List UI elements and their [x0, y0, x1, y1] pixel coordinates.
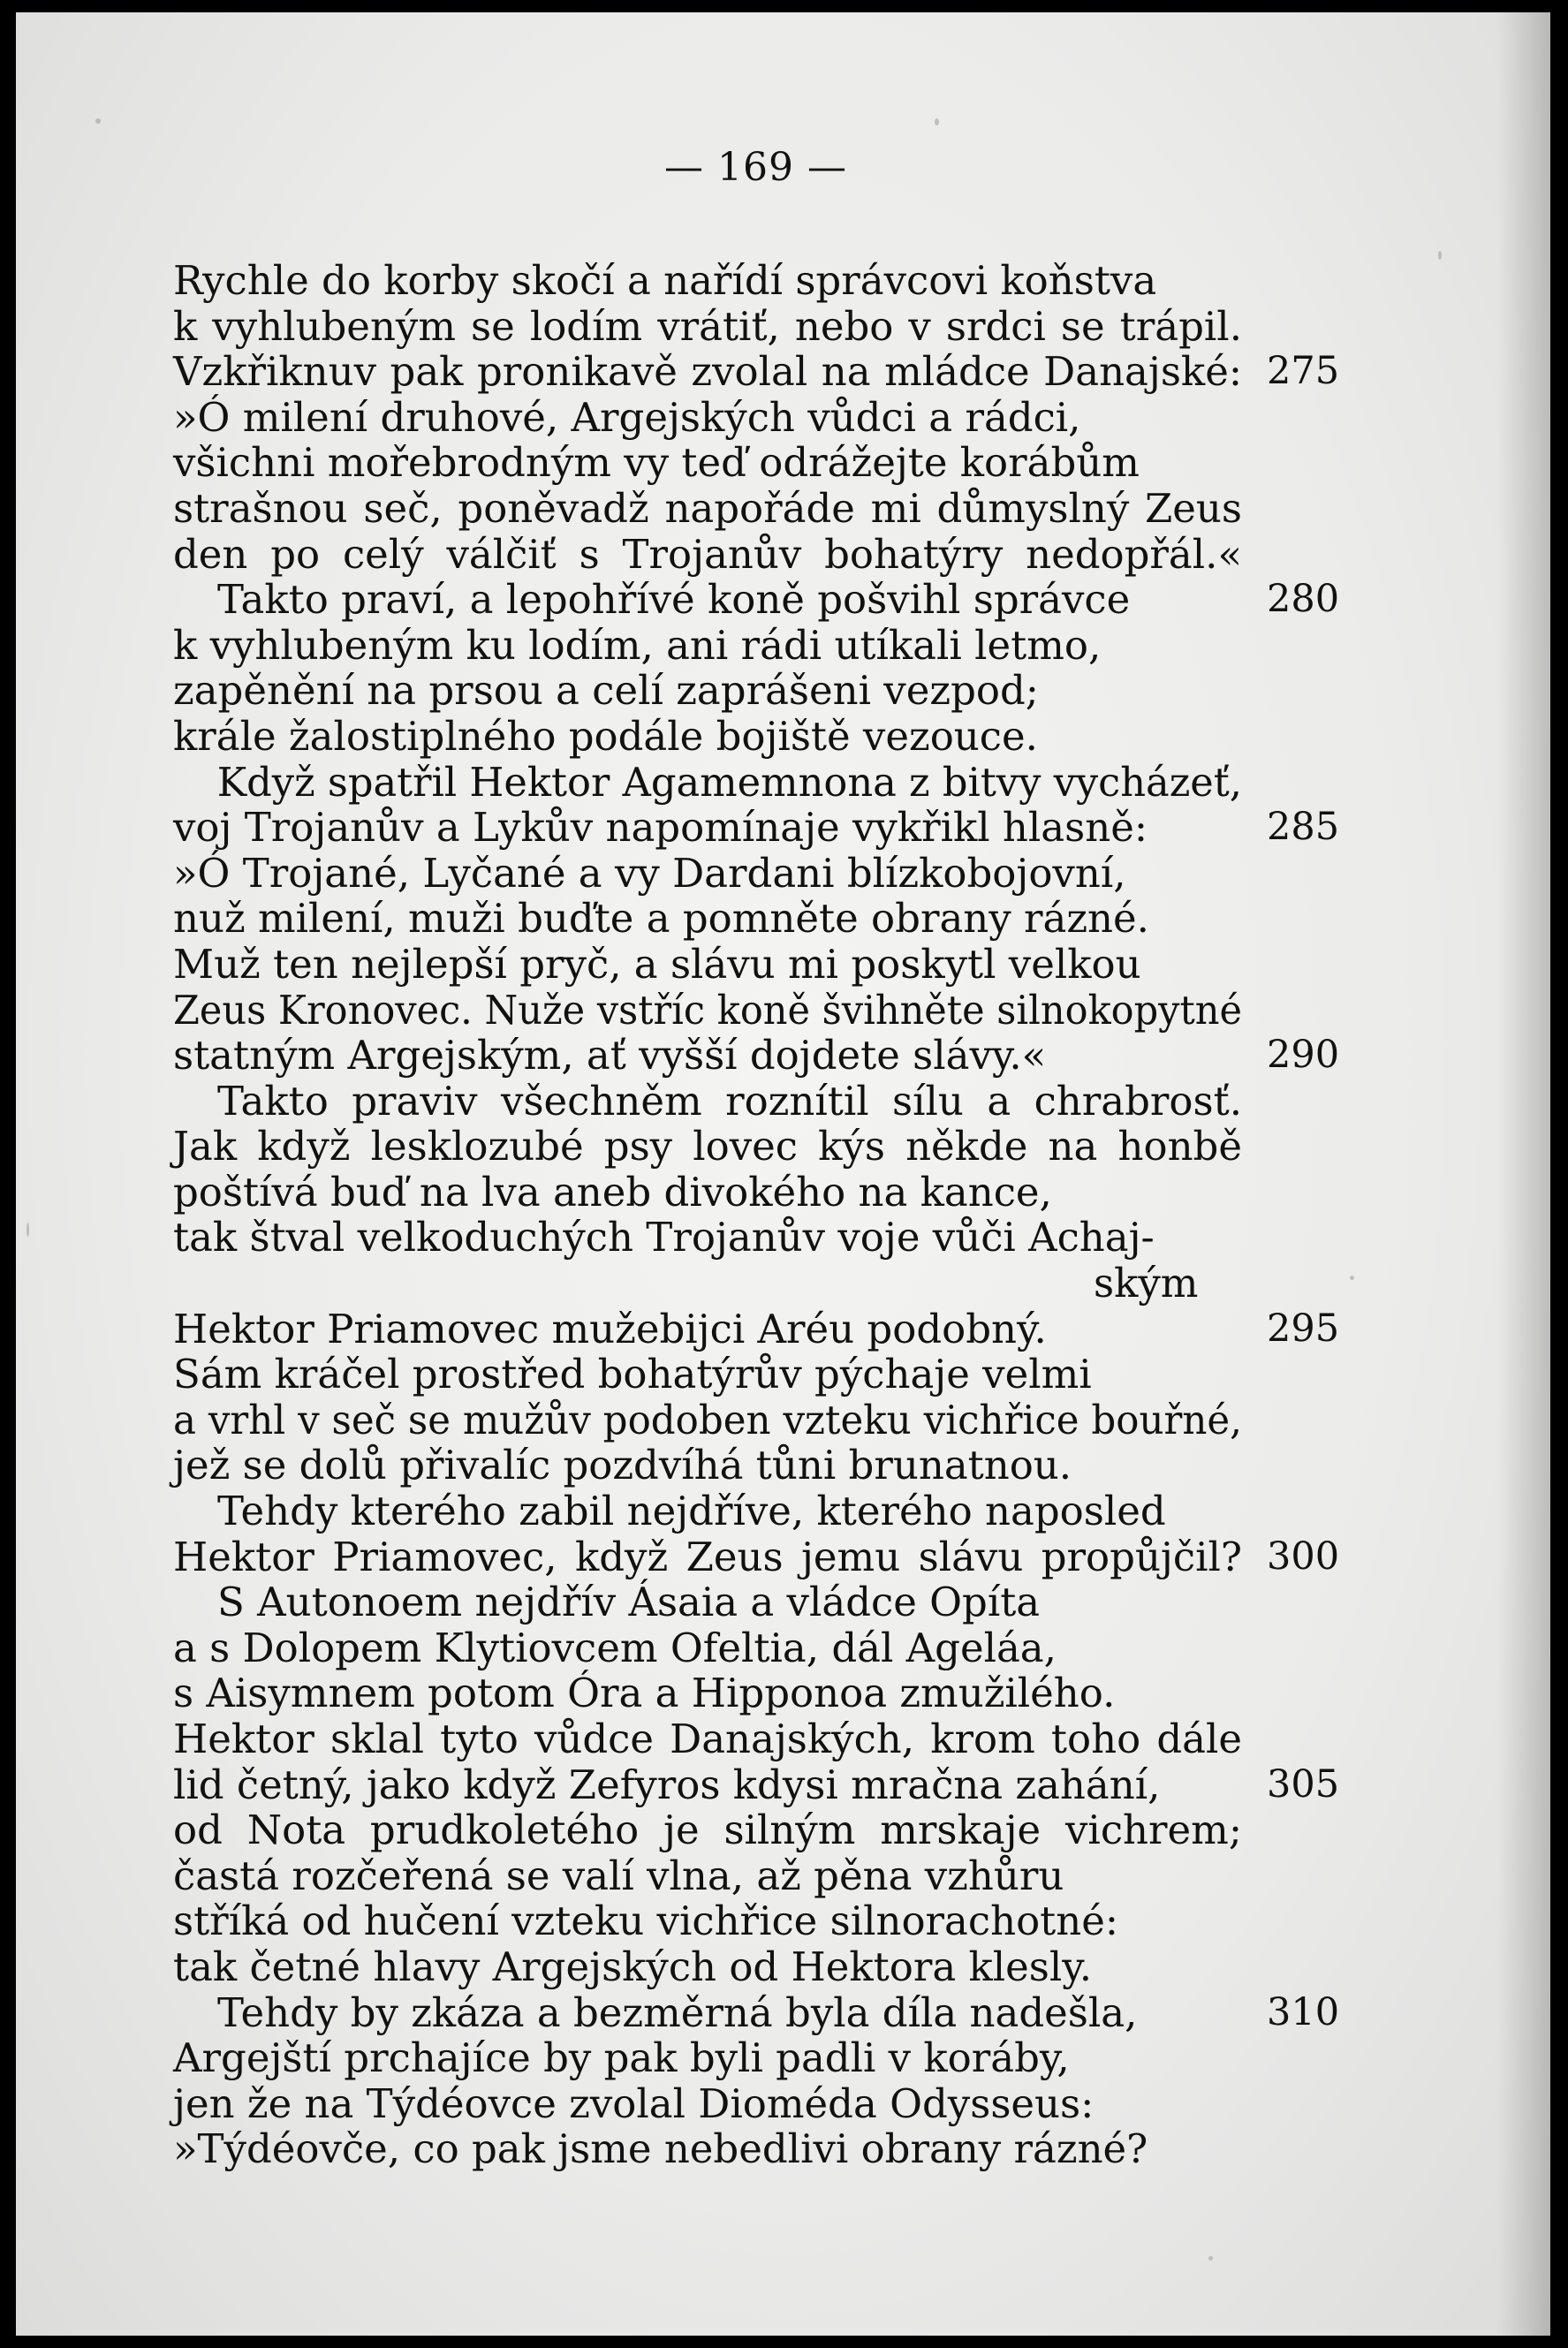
verse-text: voj Trojanův a Lykův napomínaje vykřikl hlasně:: [173, 804, 1148, 852]
verse-line: [173, 258, 1357, 304]
verse-text: »Ó milení druhové, Argejských vůdci a rádci,: [173, 393, 1081, 441]
verse-line: [173, 304, 1357, 350]
verse-line: [173, 1670, 1357, 1716]
verse-text: den po celý válčiť s Trojanův bohatýry nedopřál.«: [173, 530, 1242, 578]
line-number: 290: [1267, 1033, 1340, 1078]
verse-text: Sám kráčel prostřed bohatýrův pýchaje velmi: [173, 1351, 1092, 1398]
verse-line: [173, 1443, 1357, 1488]
verse-text: a s Dolopem Klytiovcem Ofeltia, dál Ageláa,: [173, 1624, 1057, 1671]
verse-line: [173, 1261, 1357, 1307]
line-number: 275: [1267, 349, 1340, 394]
verse-line: [173, 532, 1357, 578]
verse-text: Tehdy kterého zabil nejdříve, kterého naposled: [217, 1488, 1166, 1535]
paper-speck: [27, 1223, 29, 1237]
verse-line: [173, 2035, 1357, 2081]
verse-text: S Autonoem nejdřív Ásaia a vládce Opíta: [217, 1579, 1041, 1626]
line-number: 305: [1267, 1761, 1340, 1806]
verse-text: Když spatřil Hektor Agamemnona z bitvy vycházeť,: [216, 758, 1242, 806]
verse-text: k vyhlubeným se lodím vrátiť, nebo v srdci se trápil.: [173, 302, 1242, 350]
verse-text: tak četné hlavy Argejských od Hektora klesly.: [173, 1943, 1093, 1990]
verse-text: Tehdy by zkáza a bezměrná byla díla nadešla,: [217, 1988, 1138, 2036]
line-number: 310: [1267, 1989, 1340, 2034]
verse-line: [173, 623, 1357, 669]
verse-text: častá rozčeřená se valí vlna, až pěna vzhůru: [173, 1852, 1064, 1899]
verse-line: [173, 896, 1357, 942]
verse-line: [173, 942, 1357, 988]
verse-line: [173, 1898, 1357, 1944]
paper-speck: [95, 118, 101, 124]
verse-text: Hektor Priamovec mužebijci Aréu podobný.: [173, 1305, 1047, 1352]
verse-text: strašnou seč, poněvadž napořáde mi důmyslný Zeus: [173, 484, 1242, 532]
verse-text: poštívá buď na lva aneb divokého na kance,: [173, 1168, 1052, 1216]
verse-line: [173, 1625, 1357, 1671]
page-edge-shadow: [1497, 12, 1550, 2336]
verse-line: [173, 1716, 1357, 1762]
verse-line: [173, 1124, 1357, 1170]
verse-line: [173, 851, 1357, 897]
verse-line: [173, 714, 1357, 760]
verse-text: krále žalostiplného podále bojiště vezouce.: [173, 712, 1038, 760]
verse-line: [173, 486, 1357, 532]
page-number: — 169 —: [664, 145, 847, 190]
verse-text: Zeus Kronovec. Nuže vstříc koně švihněte silnokopytné: [173, 986, 1242, 1034]
verse-text: a vrhl v seč se mužův podoben vzteku vichřice bouřné,: [173, 1396, 1242, 1443]
verse-line: [173, 1534, 1357, 1580]
paper-speck: [1208, 2256, 1213, 2261]
verse-text: jež se dolů přivalíc pozdvíhá tůni brunatnou.: [173, 1442, 1072, 1489]
verse-line: [173, 760, 1357, 806]
verse-line: [173, 1170, 1357, 1216]
verse-line: [173, 1807, 1357, 1853]
verse-text: Takto praviv všechněm roznítil sílu a chrabrosť.: [217, 1077, 1242, 1125]
book-page: [16, 12, 1550, 2336]
verse-line: [173, 577, 1357, 623]
verse-text: Rychle do korby skočí a nařídí správcovi koňstva: [173, 257, 1157, 304]
verse-text: Hektor Priamovec, když Zeus jemu slávu propůjčil?: [173, 1533, 1242, 1580]
verse-text: ským: [1094, 1260, 1199, 1307]
line-number: 285: [1267, 805, 1340, 850]
verse-text: Vzkřiknuv pak pronikavě zvolal na mládce Danajské:: [173, 348, 1242, 396]
verse-text: Jak když lesklozubé psy lovec kýs někde na honbě: [173, 1123, 1242, 1170]
verse-text: všichni mořebrodným vy teď odrážejte korábům: [173, 439, 1140, 487]
verse-line: [173, 2126, 1357, 2172]
verse-line: [173, 1762, 1357, 1808]
verse-text: lid četný, jako když Zefyros kdysi mračna zahání,: [173, 1761, 1161, 1808]
verse-block: [173, 258, 1357, 2172]
verse-line: [173, 1579, 1357, 1625]
verse-line: [173, 805, 1357, 851]
verse-text: zapěnění na prsou a celí zaprášeni vezpod;: [173, 667, 1039, 715]
verse-text: stříká od hučení vzteku vichřice silnorachotné:: [173, 1897, 1119, 1945]
verse-line: [173, 1079, 1357, 1125]
verse-line: [173, 1944, 1357, 1990]
verse-text: Muž ten nejlepší pryč, a slávu mi poskytl velkou: [173, 940, 1141, 988]
verse-line: [173, 349, 1357, 395]
verse-line: [173, 1307, 1357, 1352]
line-number: 300: [1267, 1534, 1340, 1579]
verse-line: [173, 1215, 1357, 1261]
verse-text: od Nota prudkoletého je silným mrskaje vichrem;: [173, 1806, 1242, 1854]
verse-line: [173, 1352, 1357, 1397]
line-number: 295: [1267, 1306, 1340, 1351]
verse-text: Argejští prchajíce by pak byli padli v koráby,: [173, 2034, 1070, 2082]
verse-line: [173, 1033, 1357, 1079]
verse-text: jen že na Týdéovce zvolal Dioméda Odysseus:: [173, 2079, 1095, 2127]
verse-line: [173, 1990, 1357, 2036]
verse-text: nuž milení, muži buďte a pomněte obrany rázné.: [173, 895, 1149, 943]
verse-line: [173, 668, 1357, 714]
verse-text: »Týdéovče, co pak jsme nebedlivi obrany rázné?: [173, 2125, 1148, 2173]
verse-text: Hektor sklal tyto vůdce Danajských, krom toho dále: [173, 1716, 1242, 1762]
verse-text: statným Argejským, ať vyšší dojdete slávy.«: [173, 1032, 1047, 1079]
verse-line: [173, 440, 1357, 486]
verse-text: k vyhlubeným ku lodím, ani rádi utíkali letmo,: [173, 621, 1102, 669]
verse-line: [173, 1853, 1357, 1899]
verse-text: tak štval velkoduchých Trojanův voje vůči Achaj-: [173, 1214, 1155, 1261]
verse-line: [173, 1488, 1357, 1534]
verse-line: [173, 1397, 1357, 1443]
paper-speck: [1438, 251, 1442, 260]
verse-text: »Ó Trojané, Lyčané a vy Dardani blízkobojovní,: [173, 849, 1126, 897]
verse-text: s Aisymnem potom Óra a Hipponoa zmužilého.: [173, 1670, 1116, 1717]
verse-line: [173, 395, 1357, 441]
verse-line: [173, 988, 1357, 1034]
verse-line: [173, 2081, 1357, 2127]
paper-speck: [935, 118, 939, 125]
verse-text: Takto praví, a lepohřívé koně pošvihl správce: [217, 576, 1131, 624]
line-number: 280: [1267, 577, 1340, 622]
